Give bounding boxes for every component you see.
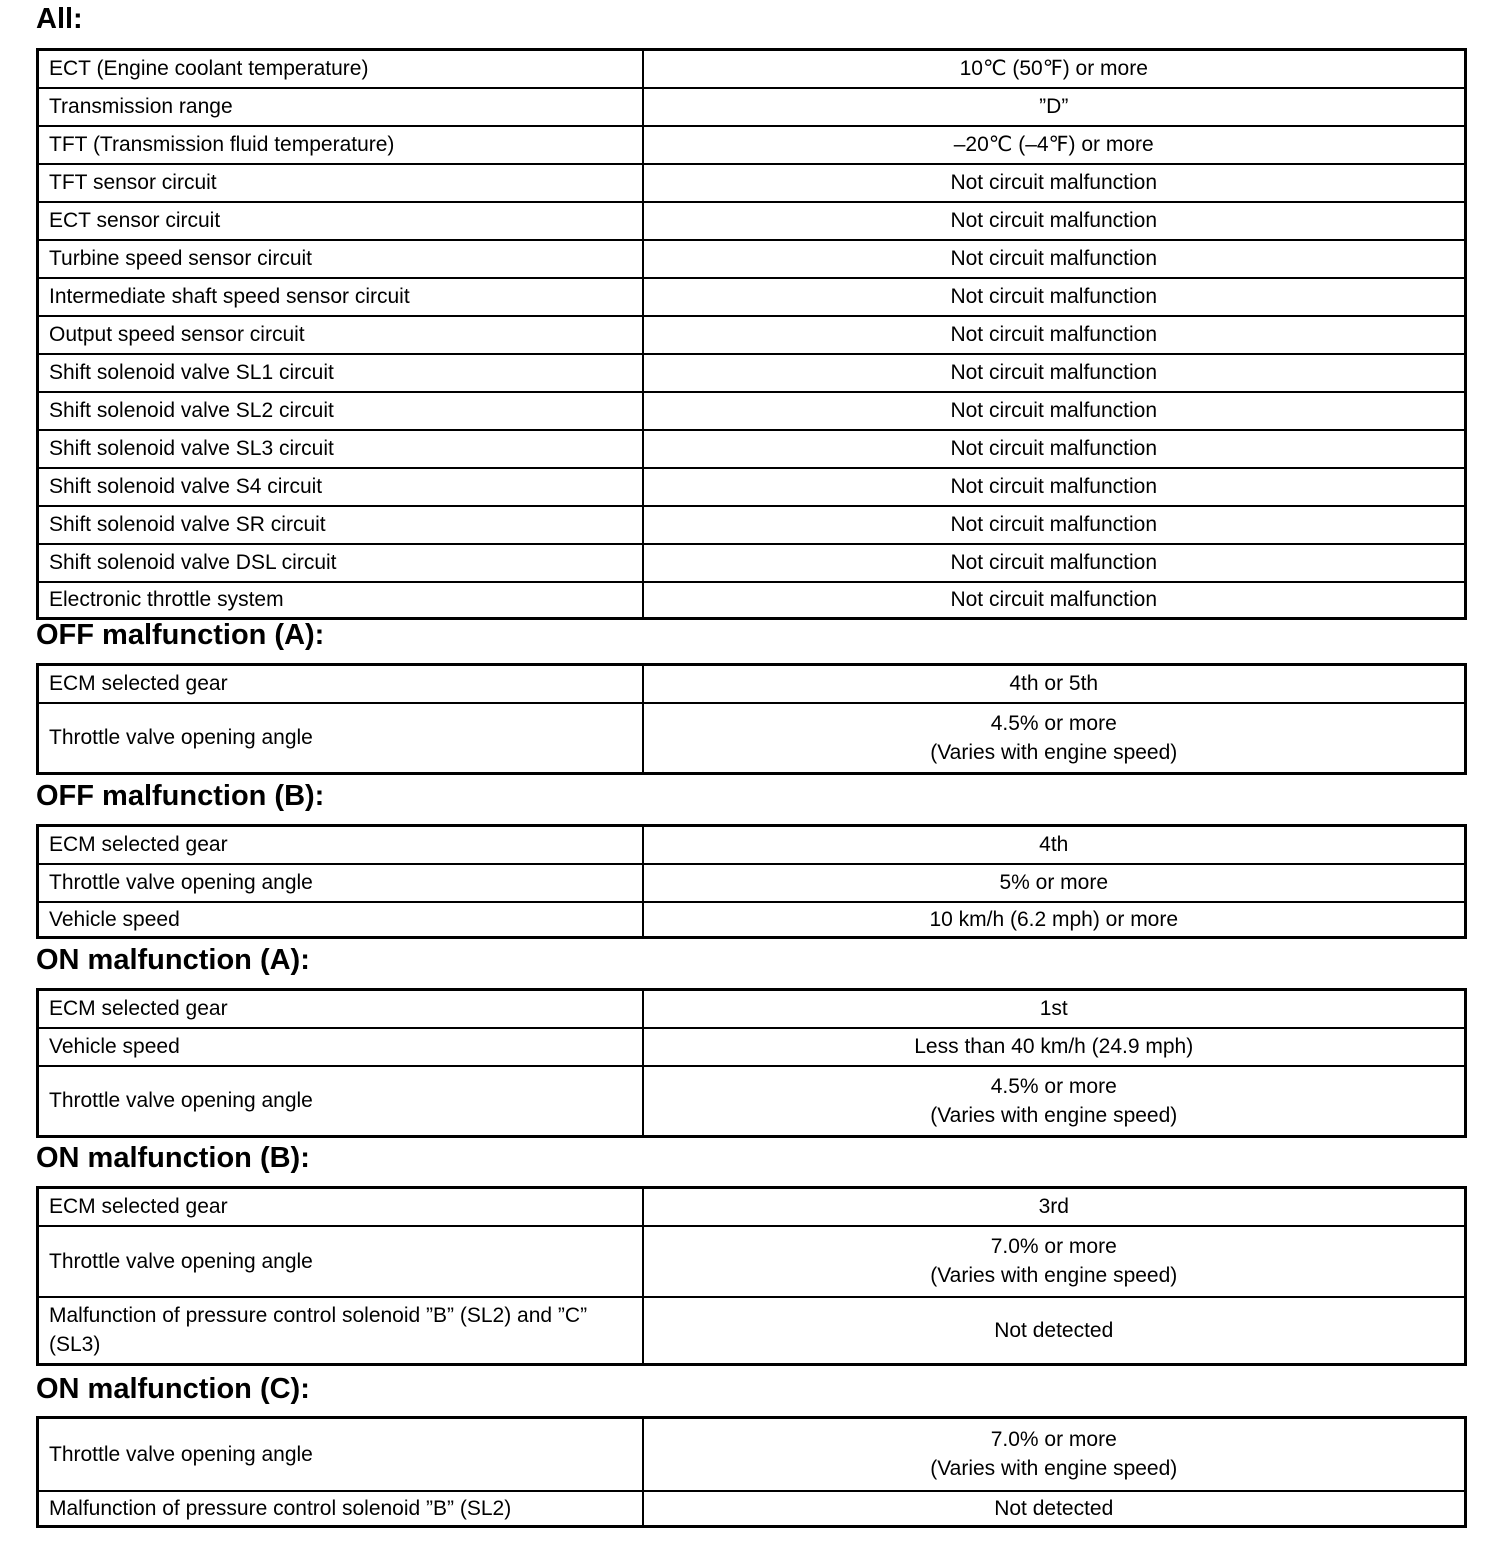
section-title-all: All:	[36, 3, 83, 35]
table-row	[38, 1226, 1466, 1297]
condition-value-line: Not detected	[994, 1496, 1114, 1520]
table-row	[38, 1188, 1466, 1226]
table-row	[38, 1066, 1466, 1137]
condition-label: Vehicle speed	[38, 902, 643, 938]
condition-value-line: ”D”	[1039, 95, 1069, 118]
table-row	[38, 864, 1466, 902]
condition-label: Throttle valve opening angle	[38, 1226, 643, 1297]
condition-value-line: Not circuit malfunction	[950, 475, 1158, 498]
condition-value	[643, 1491, 1466, 1527]
condition-value	[643, 1028, 1466, 1066]
condition-value-line: (Varies with engine speed)	[930, 740, 1178, 764]
table-row	[38, 1028, 1466, 1066]
condition-value-line: 10℃ (50℉) or more	[959, 57, 1148, 81]
table-row	[38, 1418, 1466, 1491]
condition-label: ECT sensor circuit	[38, 202, 643, 240]
table-row	[38, 164, 1466, 202]
condition-label: Shift solenoid valve SL3 circuit	[38, 430, 643, 468]
table-row	[38, 826, 1466, 864]
condition-value-line: Not circuit malfunction	[950, 285, 1158, 308]
condition-value-line: Not circuit malfunction	[950, 361, 1158, 384]
condition-value-line: Not circuit malfunction	[950, 323, 1158, 346]
condition-value	[643, 1226, 1466, 1297]
condition-value	[643, 316, 1466, 354]
condition-value	[643, 392, 1466, 430]
table-row	[38, 703, 1466, 774]
condition-value-line: 5% or more	[999, 871, 1109, 894]
condition-label: Shift solenoid valve DSL circuit	[38, 544, 643, 582]
condition-label: Turbine speed sensor circuit	[38, 240, 643, 278]
table-on-malfunction-b	[36, 1186, 1467, 1366]
condition-value	[643, 826, 1466, 864]
condition-label: TFT (Transmission fluid temperature)	[38, 126, 643, 164]
condition-value-line: –20℃ (–4℉) or more	[953, 133, 1154, 156]
condition-value-line: Not circuit malfunction	[950, 171, 1158, 194]
condition-value	[643, 430, 1466, 468]
condition-label: TFT sensor circuit	[38, 164, 643, 202]
condition-value-line: Not circuit malfunction	[950, 399, 1158, 422]
section-title-on-malfunction-a: ON malfunction (A):	[36, 944, 310, 976]
condition-value	[643, 544, 1466, 582]
condition-value-line: Not circuit malfunction	[950, 513, 1158, 536]
condition-value-line: Not detected	[994, 1318, 1114, 1342]
condition-label: Throttle valve opening angle	[38, 1066, 643, 1137]
table-row	[38, 202, 1466, 240]
table-off-malfunction-a	[36, 663, 1467, 775]
condition-value-line: 7.0% or more	[990, 1428, 1117, 1452]
table-row	[38, 902, 1466, 938]
table-row	[38, 990, 1466, 1028]
table-all	[36, 48, 1467, 620]
condition-value	[643, 990, 1466, 1028]
table-row	[38, 506, 1466, 544]
table-row	[38, 1297, 1466, 1365]
table-row	[38, 665, 1466, 703]
condition-value-line: Not circuit malfunction	[950, 588, 1158, 612]
condition-value-line: 4.5% or more	[990, 711, 1117, 735]
condition-value	[643, 506, 1466, 544]
condition-value-line: (Varies with engine speed)	[930, 1457, 1178, 1481]
condition-label: Malfunction of pressure control solenoid ”B” (SL2) and ”C” (SL3)	[38, 1297, 643, 1365]
condition-label: Malfunction of pressure control solenoid ”B” (SL2)	[38, 1491, 643, 1527]
table-row	[38, 582, 1466, 619]
condition-value-line: (Varies with engine speed)	[930, 1103, 1178, 1127]
condition-value	[643, 582, 1466, 619]
condition-value	[643, 126, 1466, 164]
table-row	[38, 240, 1466, 278]
condition-label: Output speed sensor circuit	[38, 316, 643, 354]
condition-value	[643, 202, 1466, 240]
table-row	[38, 468, 1466, 506]
table-off-malfunction-b	[36, 824, 1467, 939]
condition-value	[643, 1066, 1466, 1137]
condition-value	[643, 50, 1466, 88]
condition-value-line: 4th or 5th	[1009, 672, 1099, 696]
condition-value-line: 10 km/h (6.2 mph) or more	[929, 907, 1179, 931]
table-row	[38, 278, 1466, 316]
condition-value-line: Not circuit malfunction	[950, 209, 1158, 232]
condition-value-line: Less than 40 km/h (24.9 mph)	[914, 1035, 1194, 1058]
condition-value-line: Not circuit malfunction	[950, 437, 1158, 460]
table-on-malfunction-c	[36, 1416, 1467, 1528]
condition-value	[643, 354, 1466, 392]
condition-label: ECM selected gear	[38, 665, 643, 703]
condition-label: Shift solenoid valve SL1 circuit	[38, 354, 643, 392]
condition-label: Vehicle speed	[38, 1028, 643, 1066]
condition-label: Electronic throttle system	[38, 582, 643, 619]
table-row	[38, 392, 1466, 430]
section-title-off-malfunction-b: OFF malfunction (B):	[36, 780, 325, 812]
condition-value-line: 1st	[1039, 997, 1068, 1021]
condition-value-line: 3rd	[1038, 1195, 1069, 1219]
condition-label: Shift solenoid valve S4 circuit	[38, 468, 643, 506]
condition-value	[643, 1188, 1466, 1226]
section-title-off-malfunction-a: OFF malfunction (A):	[36, 619, 325, 651]
condition-label: ECM selected gear	[38, 1188, 643, 1226]
condition-value	[643, 164, 1466, 202]
table-row	[38, 316, 1466, 354]
condition-label: Intermediate shaft speed sensor circuit	[38, 278, 643, 316]
condition-value	[643, 864, 1466, 902]
condition-label: Throttle valve opening angle	[38, 703, 643, 774]
condition-label: Shift solenoid valve SL2 circuit	[38, 392, 643, 430]
table-row	[38, 50, 1466, 88]
condition-value-line: 4th	[1039, 833, 1069, 857]
table-row	[38, 430, 1466, 468]
section-title-on-malfunction-b: ON malfunction (B):	[36, 1142, 310, 1174]
condition-value	[643, 1297, 1466, 1365]
condition-label: Throttle valve opening angle	[38, 1418, 643, 1491]
condition-label: ECT (Engine coolant temperature)	[38, 50, 643, 88]
condition-label: Transmission range	[38, 88, 643, 126]
condition-value-line: (Varies with engine speed)	[930, 1264, 1178, 1287]
condition-value-line: 4.5% or more	[990, 1074, 1117, 1098]
condition-value	[643, 665, 1466, 703]
condition-value-line: 7.0% or more	[990, 1235, 1117, 1258]
table-row	[38, 544, 1466, 582]
condition-label: Throttle valve opening angle	[38, 864, 643, 902]
condition-value	[643, 703, 1466, 774]
condition-value-line: Not circuit malfunction	[950, 551, 1158, 574]
table-on-malfunction-a	[36, 988, 1467, 1138]
condition-value	[643, 88, 1466, 126]
condition-label: ECM selected gear	[38, 826, 643, 864]
condition-label: ECM selected gear	[38, 990, 643, 1028]
condition-value	[643, 240, 1466, 278]
condition-value	[643, 902, 1466, 938]
section-title-on-malfunction-c: ON malfunction (C):	[36, 1373, 310, 1405]
table-row	[38, 1491, 1466, 1527]
table-row	[38, 126, 1466, 164]
table-row	[38, 88, 1466, 126]
condition-value	[643, 1418, 1466, 1491]
condition-value	[643, 278, 1466, 316]
condition-label: Shift solenoid valve SR circuit	[38, 506, 643, 544]
condition-value-line: Not circuit malfunction	[950, 247, 1158, 270]
condition-value	[643, 468, 1466, 506]
table-row	[38, 354, 1466, 392]
